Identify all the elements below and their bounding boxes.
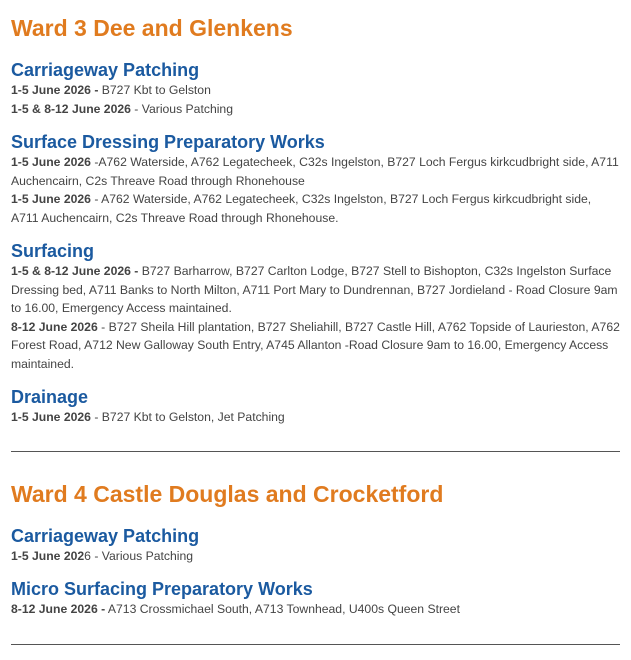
ward-4-carriageway-patching-entry-1: 1-5 June 2026 - Various Patching: [11, 548, 194, 563]
ward-separator-2: [11, 644, 620, 645]
ward-3-surfacing-heading: Surfacing: [11, 241, 95, 261]
ward-3-block: [11, 0, 620, 427]
ward-3-surfacing-entry-1: 1-5 & 8-12 June 2026 - B727 Barharrow, B727 Carlton Lodge, B727 Stell to Bishopton, C32s Ingelston Surface Dressing bed, A711 Banks to North Milton, A711 Port Mary to Dundrennan, B727 Jordieland - Road Closure 9am to 16.00, Emergency Access maintained.: [11, 264, 618, 315]
ward-4-carriageway-patching-heading: Carriageway Patching: [11, 525, 200, 546]
ward-3-title: Ward 3 Dee and Glenkens: [11, 15, 293, 41]
ward-4-micro-surfacing-heading: Micro Surfacing Preparatory Works: [11, 579, 313, 599]
ward-3-carriageway-patching-heading: Carriageway Patching: [11, 60, 200, 80]
ward-3-surfacing-entry-2: 8-12 June 2026 - B727 Sheila Hill plantation, B727 Sheliahill, B727 Castle Hill, A762 Topside of Laurieston, A762 Forest Road, A712 New Galloway South Entry, A745 Allanton -Road Closure 9am to 16.00, Emergency Access maintained.: [11, 319, 620, 371]
ward-3-drainage-heading: Drainage: [11, 387, 89, 407]
ward-3-surface-dressing-entry-2: 1-5 June 2026 - A762 Waterside, A762 Legatecheek, C32s Ingelston, B727 Loch Fergus kirkcudbright side, A711 Auchencairn, C2s Threave Road through Rhonehouse.: [11, 192, 592, 225]
ward-3-carriageway-patching-entry-2: 1-5 & 8-12 June 2026 - Various Patching: [11, 101, 233, 116]
ward-4-title: Ward 4 Castle Douglas and Crocketford: [11, 480, 444, 507]
ward-4-micro-surfacing-entry-1: 8-12 June 2026 - A713 Crossmichael South, A713 Townhead, U400s Queen Street: [11, 602, 460, 616]
ward-3-drainage-entry-1: 1-5 June 2026 - B727 Kbt to Gelston, Jet Patching: [11, 410, 285, 424]
ward-3-surface-dressing-heading: Surface Dressing Preparatory Works: [11, 132, 325, 152]
ward-4-block: [11, 452, 620, 619]
ward-3-carriageway-patching-entry-1: 1-5 June 2026 - B727 Kbt to Gelston: [11, 83, 211, 97]
ward-3-surface-dressing-entry-1: 1-5 June 2026 -A762 Waterside, A762 Legatecheek, C32s Ingelston, B727 Loch Fergus kirkcudbright side, A711 Auchencairn, C2s Threave Road through Rhonehouse: [11, 155, 619, 188]
